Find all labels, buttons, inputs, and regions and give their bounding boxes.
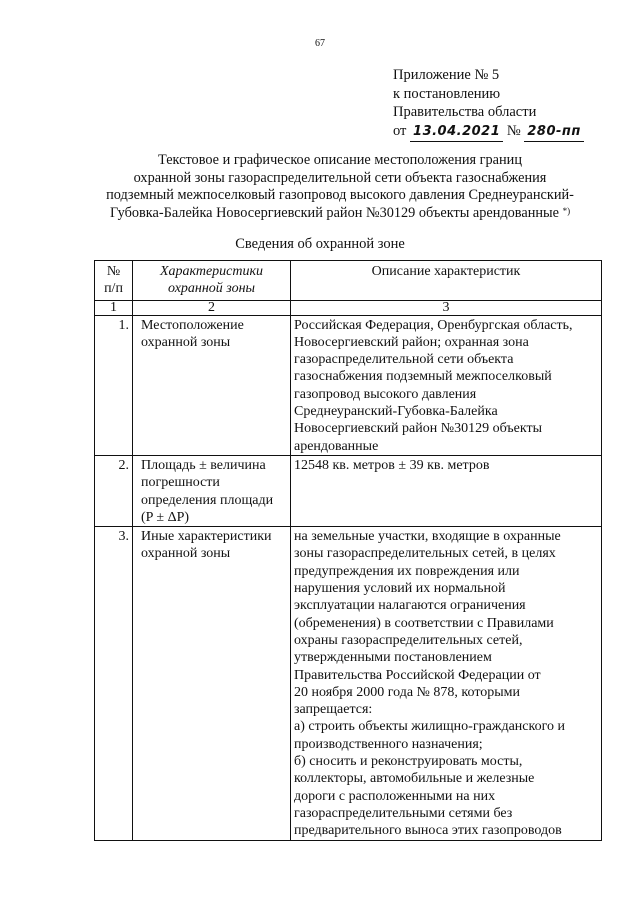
table-header-row [95, 261, 602, 301]
appendix-title: Приложение № 5 [393, 67, 500, 83]
description-line: Новосергиевский район №30129 объекты [294, 421, 542, 437]
row-label-line: погрешности [141, 475, 220, 491]
row-label-line: Площадь ± величина [141, 457, 266, 473]
row-label-line: Местоположение [141, 317, 244, 333]
description-line: запрещается: [294, 702, 373, 718]
footnote-mark: *) [562, 205, 571, 216]
description-line: б) сносить и реконструировать мосты, [294, 754, 523, 770]
description-line: предупреждения их повреждения или [294, 563, 520, 579]
appendix-date-number-line [393, 122, 584, 143]
row-number: 2. [95, 455, 133, 526]
header-num-line: п/п [104, 281, 123, 297]
column-number: 2 [133, 300, 291, 315]
title-line-text: Губовка-Балейка Новосергиевский район №30129 объекты арендованные [109, 204, 559, 221]
description-line: газораспределительными сетями без [294, 805, 513, 821]
description-line: (обременения) в соответствии с Правилами [294, 615, 554, 631]
appendix-resolution-line: к постановлению [393, 85, 501, 102]
document-title [80, 152, 600, 222]
description-line: Среднеуранский-Губовка-Балейка [294, 404, 498, 420]
table-row [95, 315, 602, 455]
page-number: 67 [315, 38, 325, 49]
description-line: газораспределительной сети объекта [294, 352, 514, 368]
title-line: Текстовое и графическое описание местоположения границ [158, 152, 522, 168]
description-line: арендованные [294, 438, 379, 454]
appendix-government-line: Правительства области [393, 104, 537, 120]
row-description [291, 527, 602, 840]
description-line: газоснабжения подземный межпоселковый [294, 369, 552, 385]
title-line: подземный межпоселковый газопровод высокого давления Среднеуранский- [106, 187, 574, 203]
header-characteristics-cell [133, 261, 291, 301]
handwritten-number: 280-пп [524, 123, 584, 143]
title-line-last [80, 205, 600, 223]
number-sign: № [506, 122, 521, 139]
row-label [133, 527, 291, 840]
row-number: 3. [95, 527, 133, 840]
column-number: 3 [291, 300, 602, 315]
row-label-line: определения площади [141, 492, 274, 508]
appendix-block [393, 66, 584, 142]
description-line: на земельные участки, входящие в охранные [294, 529, 561, 545]
table-row [95, 527, 602, 840]
description-line: коллекторы, автомобильные и железные [294, 771, 535, 787]
description-line: предварительного выноса этих газопроводов [294, 823, 562, 839]
row-label-line: Иные характеристики [141, 529, 272, 545]
description-line: нарушения условий их нормальной [294, 581, 506, 597]
section-subtitle: Сведения об охранной зоне [235, 236, 405, 252]
protection-zone-table [94, 260, 602, 841]
description-line: зоны газораспределительных сетей, в целях [294, 546, 556, 562]
description-line: 12548 кв. метров ± 39 кв. метров [294, 457, 490, 473]
description-line: 20 ноября 2000 года № 878, которыми [294, 684, 521, 700]
column-number: 1 [95, 300, 133, 315]
date-prefix: от [393, 122, 407, 139]
description-line: а) строить объекты жилищно-гражданского и [294, 719, 565, 735]
description-line: газопровод высокого давления [294, 386, 477, 402]
row-number: 1. [95, 315, 133, 455]
handwritten-date: 13.04.2021 [410, 123, 503, 143]
description-line: производственного назначения; [294, 736, 483, 752]
header-characteristics-line: Характеристики [159, 264, 264, 279]
title-line: охранной зоны газораспределительной сети объекта газоснабжения [133, 169, 547, 186]
row-label-line: охранной зоны [141, 546, 231, 562]
row-label-line: (P ± ΔP) [141, 509, 190, 525]
header-num-cell [95, 261, 133, 301]
row-label [133, 315, 291, 455]
description-line: Российская Федерация, Оренбургская область, [294, 317, 573, 333]
description-line: охраны газораспределительных сетей, [294, 632, 523, 648]
header-characteristics-line: охранной зоны [167, 281, 256, 297]
row-description [291, 315, 602, 455]
description-line: Правительства Российской Федерации от [294, 667, 541, 683]
header-num-line: № [106, 264, 121, 279]
table-row [95, 455, 602, 526]
row-label [133, 455, 291, 526]
row-description [291, 455, 602, 526]
description-line: Новосергиевский район; охранная зона [294, 334, 529, 350]
description-line: утвержденными постановлением [294, 650, 492, 666]
row-label-line: охранной зоны [141, 334, 231, 350]
description-line: дороги с расположенными на них [294, 788, 496, 804]
description-line: эксплуатации налагаются ограничения [294, 598, 526, 614]
header-description-cell: Описание характеристик [291, 261, 602, 301]
column-number-row [95, 300, 602, 315]
